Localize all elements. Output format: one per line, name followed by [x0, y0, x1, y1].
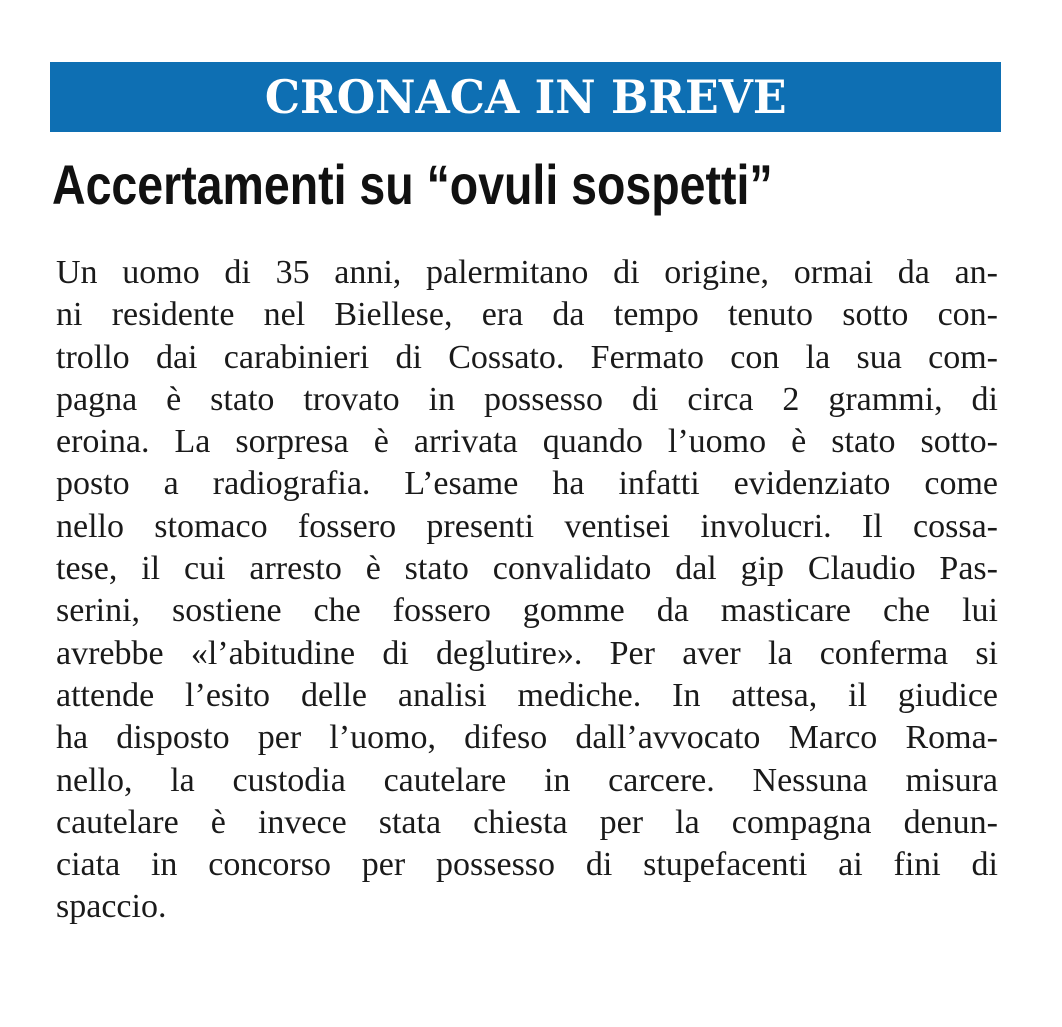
- body-line: posto a radiografia. L’esame ha infatti evidenziato come: [56, 465, 998, 503]
- article-headline: Accertamenti su “ovuli sospetti”: [52, 153, 773, 216]
- body-line: attende l’esito delle analisi mediche. In attesa, il giudice: [56, 676, 998, 714]
- body-line: serini, sostiene che fossero gomme da masticare che lui: [56, 592, 998, 630]
- body-line: spaccio.: [56, 888, 167, 926]
- body-line: nello, la custodia cautelare in carcere. Nessuna misura: [56, 761, 998, 799]
- body-line: tese, il cui arresto è stato convalidato dal gip Claudio Pas-: [56, 550, 998, 588]
- body-line: nello stomaco fossero presenti ventisei involucri. Il cossa-: [56, 507, 998, 545]
- section-title: CRONACA IN BREVE: [264, 70, 787, 124]
- article-body: [56, 252, 998, 929]
- body-line: ha disposto per l’uomo, difeso dall’avvocato Marco Roma-: [56, 719, 998, 757]
- body-line: Un uomo di 35 anni, palermitano di origine, ormai da an-: [56, 254, 998, 291]
- body-line: trollo dai carabinieri di Cossato. Fermato con la sua com-: [56, 338, 998, 376]
- body-line: cautelare è invece stata chiesta per la compagna denun-: [56, 803, 998, 841]
- section-banner: [50, 62, 1001, 132]
- body-line: ciata in concorso per possesso di stupefacenti ai fini di: [56, 846, 998, 884]
- body-line: eroina. La sorpresa è arrivata quando l’uomo è stato sotto-: [56, 423, 998, 461]
- body-line: ni residente nel Biellese, era da tempo tenuto sotto con-: [56, 296, 998, 334]
- body-line: pagna è stato trovato in possesso di circa 2 grammi, di: [56, 380, 998, 418]
- body-line: avrebbe «l’abitudine di deglutire». Per aver la conferma si: [56, 634, 998, 672]
